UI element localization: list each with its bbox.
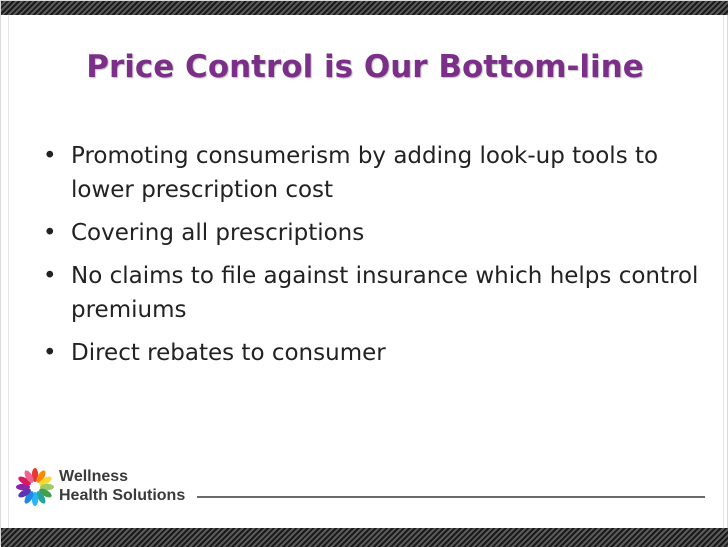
- bullet-icon: •: [43, 340, 57, 366]
- slide-title: Price Control is Our Bottom-line: [86, 49, 644, 85]
- bullet-text: No claims to file against insurance which helps control premiums: [71, 263, 699, 323]
- bullet-item: [41, 216, 701, 250]
- bullet-text: Covering all prescriptions: [71, 220, 365, 246]
- bullet-item: [41, 336, 701, 370]
- bullet-item: [41, 139, 701, 207]
- brand-name-line1: Wellness: [59, 468, 129, 485]
- top-border-strip: [1, 1, 728, 15]
- bullet-text: Direct rebates to consumer: [71, 340, 386, 366]
- bullet-item: [41, 259, 701, 327]
- sunburst-logo-icon: [15, 467, 55, 507]
- bottom-border-strip: [1, 528, 728, 547]
- footer-divider: [197, 496, 705, 498]
- bullet-text: Promoting consumerism by adding look-up tools to lower prescription cost: [71, 143, 659, 203]
- bullet-icon: •: [43, 263, 57, 289]
- brand-name-line2: Health Solutions: [59, 487, 186, 504]
- bullet-icon: •: [43, 143, 57, 169]
- bullet-list: [41, 139, 701, 379]
- bullet-icon: •: [43, 220, 57, 246]
